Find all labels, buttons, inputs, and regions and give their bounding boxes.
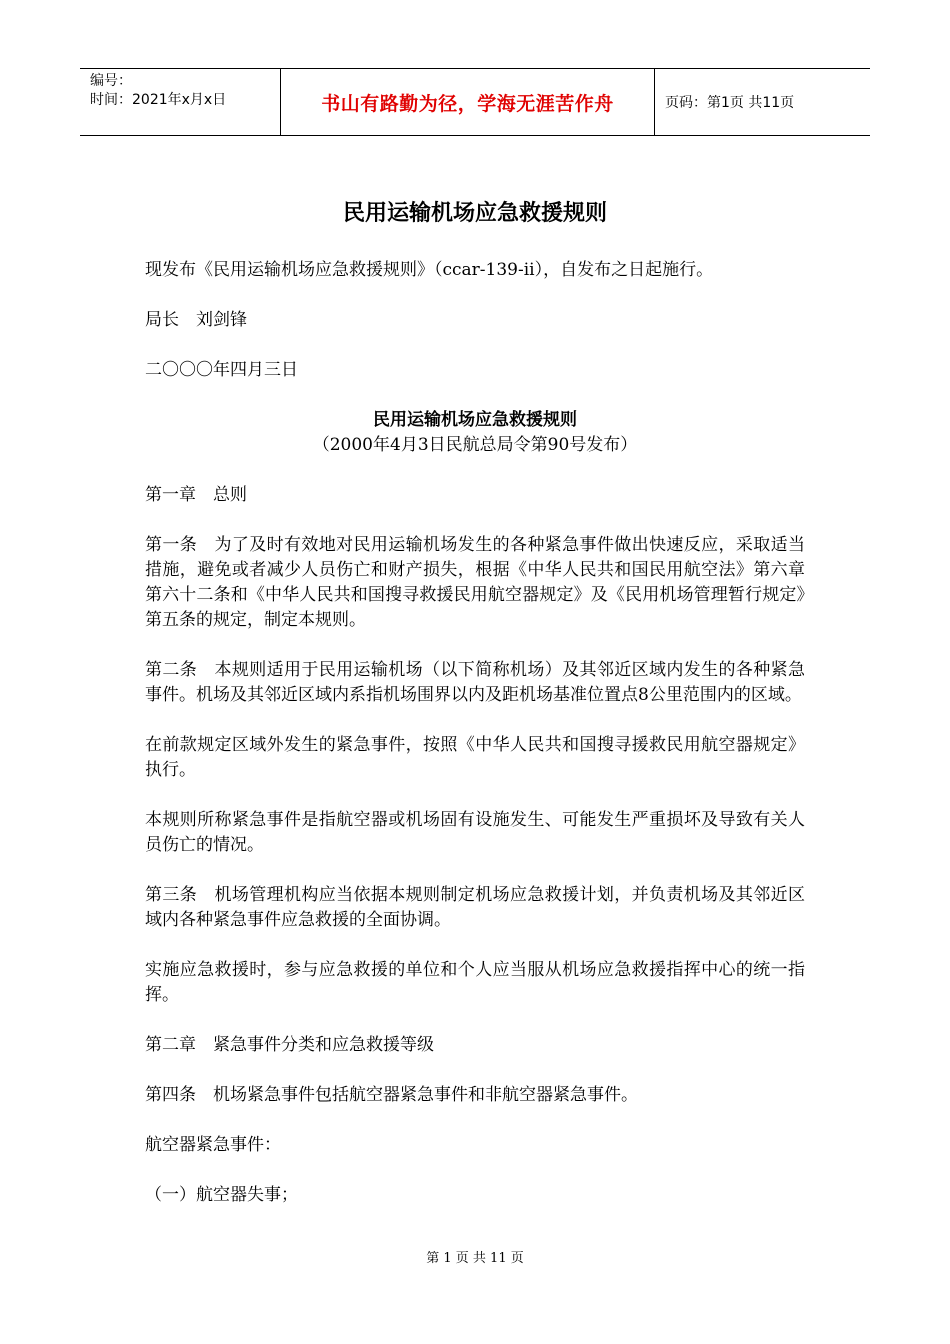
- promulgation-paragraph: 现发布《民用运输机场应急救援规则》（ccar-139-ii），自发布之日起施行。: [145, 260, 714, 280]
- signatory-line: 局长 刘剑锋: [145, 310, 247, 330]
- article-paragraph: 实施应急救援时，参与应急救援的单位和个人应当服从机场应急救援指挥中心的统一指挥。: [145, 960, 805, 1005]
- document-body: [145, 258, 805, 1233]
- article-paragraph: 第四条 机场紧急事件包括航空器紧急事件和非航空器紧急事件。: [145, 1085, 638, 1105]
- list-heading: 航空器紧急事件：: [145, 1135, 281, 1155]
- page-footer: 第 1 页 共 11 页: [426, 1251, 524, 1266]
- section-title: 民用运输机场应急救援规则: [373, 410, 577, 430]
- article-paragraph: 第一条 为了及时有效地对民用运输机场发生的各种紧急事件做出快速反应，采取适当措施，避免或者减少人员伤亡和财产损失，根据《中华人民共和国民用航空法》第六章第六十二条和《中华人民共和国搜寻救援民用航空器规定》及《民用机场管理暂行规定》第五条的规定，制定本规则。: [145, 535, 805, 630]
- chapter-heading: 第一章 总则: [145, 485, 247, 505]
- article-paragraph: 第二条 本规则适用于民用运输机场（以下简称机场）及其邻近区域内发生的各种紧急事件。机场及其邻近区域内系指机场围界以内及距机场基准位置点8公里范围内的区域。: [145, 660, 805, 705]
- article-paragraph: 本规则所称紧急事件是指航空器或机场固有设施发生、可能发生严重损坏及导致有关人员伤亡的情况。: [145, 810, 805, 855]
- article-paragraph: 第三条 机场管理机构应当依据本规则制定机场应急救援计划，并负责机场及其邻近区域内各种紧急事件应急救援的全面协调。: [145, 885, 805, 930]
- header-page-info: 页码：第1页 共11页: [665, 95, 795, 111]
- date-line: 二〇〇〇年四月三日: [145, 360, 298, 380]
- section-note: （2000年4月3日民航总局令第90号发布）: [312, 435, 638, 455]
- number-label: 编号：: [90, 73, 132, 89]
- header-meta: [80, 69, 280, 135]
- chapter-heading: 第二章 紧急事件分类和应急救援等级: [145, 1035, 434, 1055]
- document-title: 民用运输机场应急救援规则: [342, 201, 607, 226]
- time-label: 时间：2021年x月x日: [90, 92, 227, 108]
- list-item: （一）航空器失事；: [145, 1185, 298, 1205]
- document-header: [80, 68, 870, 136]
- article-paragraph: 在前款规定区域外发生的紧急事件，按照《中华人民共和国搜寻援救民用航空器规定》执行。: [145, 735, 805, 780]
- header-motto: 书山有路勤为径，学海无涯苦作舟: [280, 69, 655, 135]
